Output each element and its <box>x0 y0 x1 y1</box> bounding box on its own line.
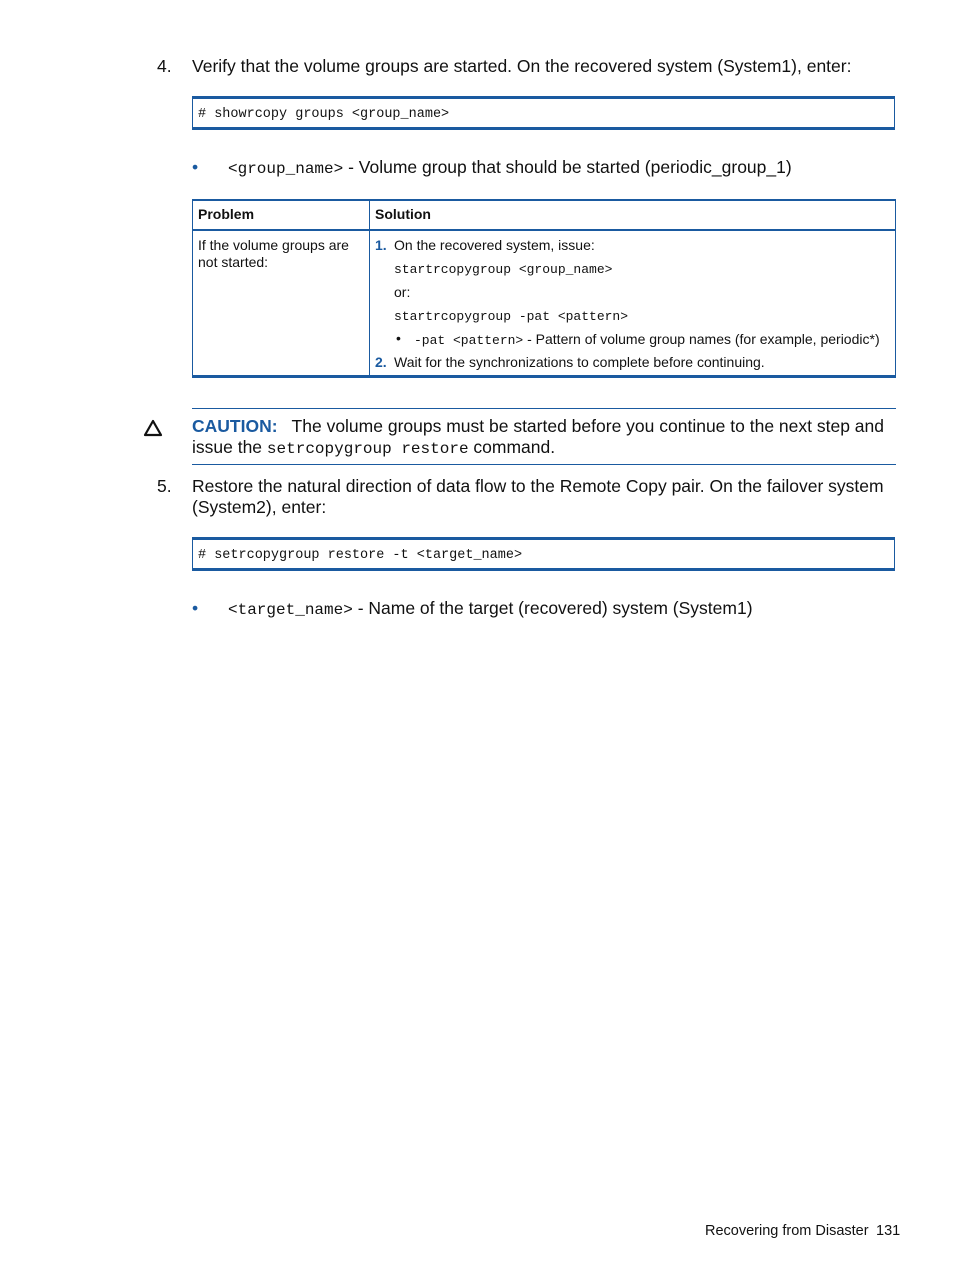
step-number: 4. <box>157 56 172 76</box>
solution-code: startrcopygroup <group_name> <box>394 262 613 277</box>
solution-step-2 <box>375 354 890 371</box>
table-row <box>193 230 896 377</box>
parameter-description: - Volume group that should be started (periodic_group_1) <box>343 157 792 177</box>
problem-solution-table <box>192 199 896 378</box>
command-block <box>192 96 895 130</box>
solution-step-1 <box>375 237 890 254</box>
page-number: 131 <box>876 1223 901 1239</box>
parameter-description: - Pattern of volume group names (for example, periodic*) <box>523 331 880 347</box>
caution-text <box>192 416 896 460</box>
bullet-icon: • <box>396 330 401 346</box>
solution-or <box>375 284 890 301</box>
step-text: Verify that the volume groups are started. On the recovered system (System1), enter: <box>192 56 852 76</box>
solution-step-text: On the recovered system, issue: <box>394 237 595 253</box>
step-text: Restore the natural direction of data flow to the Remote Copy pair. On the failover system (System2), enter: <box>192 476 884 517</box>
caution-box <box>192 408 896 465</box>
bullet-icon: • <box>192 598 199 618</box>
footer-section: Recovering from Disaster <box>705 1223 869 1239</box>
solution-sub-bullet <box>375 331 890 349</box>
or-text: or: <box>394 284 411 300</box>
parameter-code: -pat <pattern> <box>414 333 524 348</box>
command-block <box>192 537 895 571</box>
table-header-row <box>193 200 896 230</box>
column-header-problem: Problem <box>193 200 370 230</box>
solution-step-number: 1. <box>375 237 387 253</box>
caution-code: setrcopygroup restore <box>266 440 469 458</box>
command-text: # showrcopy groups <group_name> <box>198 107 450 122</box>
command-text: # setrcopygroup restore -t <target_name> <box>198 548 523 563</box>
solution-code: startrcopygroup -pat <pattern> <box>394 309 629 324</box>
step-number: 5. <box>157 476 172 496</box>
warning-triangle-icon <box>143 418 163 438</box>
parameter-description: - Name of the target (recovered) system (System1) <box>352 598 753 618</box>
caution-label: CAUTION: <box>192 416 278 436</box>
bullet-icon: • <box>192 157 199 177</box>
column-header-solution: Solution <box>370 200 896 230</box>
solution-step-number: 2. <box>375 354 387 370</box>
caution-body: The volume groups must be started before you continue to the next step and issue the <box>192 416 884 457</box>
solution-cell <box>370 230 896 377</box>
caution-body-end: command. <box>468 437 556 457</box>
parameter-code: <group_name> <box>228 160 344 178</box>
parameter-code: <target_name> <box>228 601 353 619</box>
solution-step-text: Wait for the synchronizations to complete before continuing. <box>394 354 765 370</box>
problem-cell: If the volume groups are not started: <box>193 230 370 377</box>
